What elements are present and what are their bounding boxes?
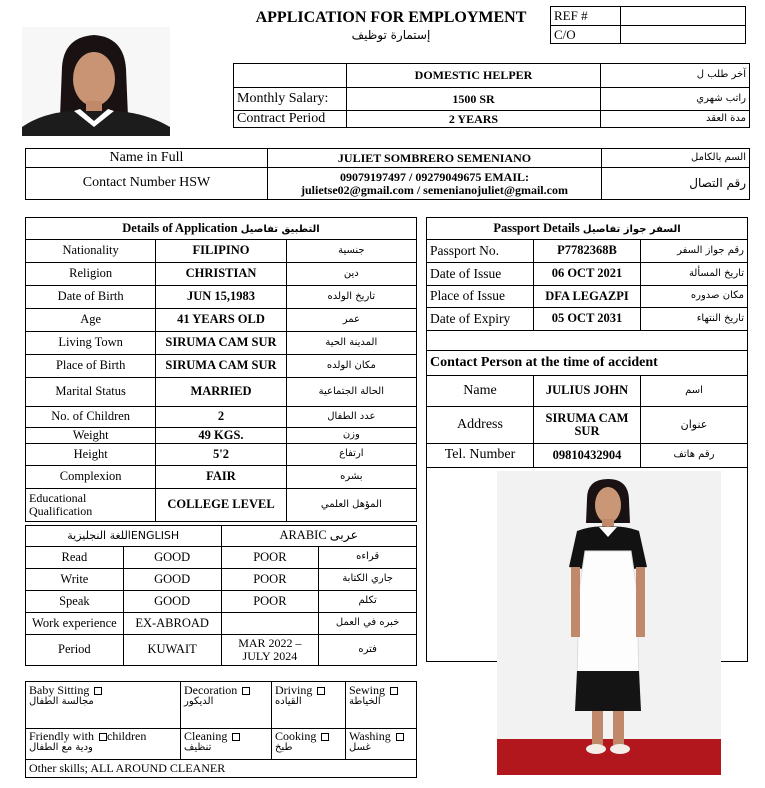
detail-value: SIRUMA CAM SUR	[156, 355, 286, 378]
contact-arabic: رقم التصال	[602, 168, 750, 200]
contact-value	[268, 168, 602, 200]
detail-value: 49 KGS.	[156, 428, 286, 444]
passport-value: P7782368B	[534, 240, 641, 263]
detail-row	[26, 286, 417, 309]
passport-arabic: تاريخ النتهاء	[641, 308, 748, 331]
skill-label-sewing: Sewing	[349, 683, 385, 697]
detail-arabic: عمر	[286, 309, 416, 332]
details-header	[26, 218, 417, 240]
detail-row	[26, 489, 417, 522]
skill-label-baby-sitting: Baby Sitting	[29, 683, 90, 697]
contact-person-value: JULIUS JOHN	[534, 376, 641, 407]
detail-row	[26, 466, 417, 489]
arabic-header: ARABIC عربى	[221, 526, 417, 547]
detail-value: FAIR	[156, 466, 286, 489]
detail-label: Complexion	[26, 466, 156, 489]
english-level: GOOD	[123, 547, 221, 569]
detail-arabic: المؤهل العلمي	[286, 489, 416, 522]
contact-person-arabic: رقم هاتف	[641, 444, 748, 468]
skill-friendly-with-children[interactable]	[26, 729, 181, 760]
detail-row	[26, 378, 417, 407]
contact-person-arabic: اسم	[641, 376, 748, 407]
languages-table	[25, 525, 417, 666]
checkbox-icon[interactable]	[99, 733, 107, 741]
passport-value: 06 OCT 2021	[534, 263, 641, 286]
skill-driving[interactable]	[272, 682, 346, 729]
checkbox-icon[interactable]	[232, 733, 240, 741]
contact-person-label: Tel. Number	[427, 444, 534, 468]
name-label: Name in Full	[26, 149, 268, 168]
salary-value: 1500 SR	[347, 88, 601, 111]
checkbox-icon[interactable]	[242, 687, 250, 695]
skill-arabic-washing: غسل	[349, 741, 371, 753]
skill-arabic-friendly: ودية مع الطفال	[29, 741, 93, 753]
passport-table	[426, 217, 748, 468]
passport-arabic: تاريخ المسألة	[641, 263, 748, 286]
english-level: GOOD	[123, 569, 221, 591]
skill-label-children: children	[107, 729, 147, 743]
passport-label: Passport No.	[427, 240, 534, 263]
name-value: JULIET SOMBRERO SEMENIANO	[268, 149, 602, 168]
passport-value: DFA LEGAZPI	[534, 286, 641, 308]
contact-person-row	[427, 444, 748, 468]
details-header-ar: التطبيق تفاصيل	[240, 223, 320, 235]
job-blank	[234, 64, 347, 88]
detail-label: Marital Status	[26, 378, 156, 407]
identity-table	[25, 148, 750, 200]
passport-header	[427, 218, 748, 240]
detail-value: FILIPINO	[156, 240, 286, 263]
salary-label: Monthly Salary:	[234, 88, 347, 111]
contact-person-row	[427, 376, 748, 407]
detail-row	[26, 263, 417, 286]
detail-arabic: جنسية	[286, 240, 416, 263]
skill-washing[interactable]	[346, 729, 417, 760]
skill-arabic-cooking: طبخ	[275, 741, 293, 753]
form-title: APPLICATION FOR EMPLOYMENT	[255, 9, 527, 26]
detail-label: Educational Qualification	[26, 489, 156, 522]
position-arabic: آخر طلب ل	[601, 64, 750, 88]
detail-arabic: بشره	[286, 466, 416, 489]
job-table	[233, 63, 750, 128]
checkbox-icon[interactable]	[321, 733, 329, 741]
skill-label-driving: Driving	[275, 683, 313, 697]
skill-label-decoration: Decoration	[184, 683, 238, 697]
contract-value: 2 YEARS	[347, 111, 601, 128]
detail-arabic: المدينة الحية	[286, 332, 416, 355]
detail-label: Nationality	[26, 240, 156, 263]
period-dates: MAR 2022 – JULY 2024	[221, 635, 319, 666]
checkbox-icon[interactable]	[317, 687, 325, 695]
skills-table	[25, 681, 417, 778]
skill-arabic-driving: القياده	[275, 695, 302, 707]
passport-label: Date of Issue	[427, 263, 534, 286]
skill-label-cleaning: Cleaning	[184, 729, 228, 743]
passport-label: Date of Expiry	[427, 308, 534, 331]
contact-person-value: 09810432904	[534, 444, 641, 468]
co-value	[621, 26, 746, 44]
experience-value: EX-ABROAD	[123, 613, 221, 635]
language-row	[26, 569, 417, 591]
passport-row	[427, 263, 748, 286]
detail-label: Height	[26, 444, 156, 466]
checkbox-icon[interactable]	[390, 687, 398, 695]
contact-person-label: Name	[427, 376, 534, 407]
skill-arabic-sewing: الخياطة	[349, 695, 381, 707]
contract-arabic: مدة العقد	[601, 111, 750, 128]
contact-person-arabic: عنوان	[641, 407, 748, 444]
skill-cleaning[interactable]	[181, 729, 272, 760]
experience-blank	[221, 613, 319, 635]
skill-label-cooking: Cooking	[275, 729, 317, 743]
experience-row	[26, 613, 417, 635]
details-header-en: Details of Application	[122, 220, 238, 235]
experience-arabic: خبره في العمل	[319, 613, 417, 635]
ref-table	[550, 6, 746, 44]
english-level: GOOD	[123, 591, 221, 613]
contact-person-header: Contact Person at the time of accident	[427, 351, 748, 376]
skill-decoration[interactable]	[181, 682, 272, 729]
arabic-level: POOR	[221, 591, 319, 613]
contact-emails: julietse02@gmail.com / semenianojuliet@gmail.com	[301, 182, 568, 197]
ref-value	[621, 7, 746, 26]
detail-row	[26, 444, 417, 466]
detail-arabic: دين	[286, 263, 416, 286]
skill-baby-sitting[interactable]	[26, 682, 181, 729]
passport-value: 05 OCT 2031	[534, 308, 641, 331]
english-header: اللغة النجليزيةENGLISH	[26, 526, 222, 547]
checkbox-icon[interactable]	[396, 733, 404, 741]
passport-row	[427, 308, 748, 331]
skill-label: Write	[26, 569, 124, 591]
passport-row	[427, 240, 748, 263]
detail-value: COLLEGE LEVEL	[156, 489, 286, 522]
detail-value: SIRUMA CAM SUR	[156, 332, 286, 355]
period-row	[26, 635, 417, 666]
detail-arabic: تاريخ الولده	[286, 286, 416, 309]
period-arabic: فتره	[319, 635, 417, 666]
contact-label: Contact Number HSW	[26, 168, 268, 200]
detail-label: No. of Children	[26, 407, 156, 428]
passport-arabic: مكان صدوره	[641, 286, 748, 308]
detail-row	[26, 309, 417, 332]
detail-label: Weight	[26, 428, 156, 444]
detail-label: Place of Birth	[26, 355, 156, 378]
co-label: C/O	[551, 26, 621, 44]
skill-arabic: تكلم	[319, 591, 417, 613]
detail-row	[26, 332, 417, 355]
skill-arabic-baby-sitting: مجالسة الطفال	[29, 695, 94, 707]
experience-label: Work experience	[26, 613, 124, 635]
detail-value: 41 YEARS OLD	[156, 309, 286, 332]
detail-label: Age	[26, 309, 156, 332]
contact-person-value: SIRUMA CAM SUR	[534, 407, 641, 444]
arabic-level: POOR	[221, 569, 319, 591]
contract-label: Contract Period	[234, 111, 347, 128]
passport-label: Place of Issue	[427, 286, 534, 308]
skill-arabic-cleaning: تنظيف	[184, 741, 212, 753]
period-label: Period	[26, 635, 124, 666]
section-frame-right	[747, 468, 748, 662]
passport-row	[427, 286, 748, 308]
other-skills: Other skills; ALL AROUND CLEANER	[26, 760, 417, 778]
skill-label-friendly: Friendly with	[29, 729, 94, 743]
detail-label: Date of Birth	[26, 286, 156, 309]
period-country: KUWAIT	[123, 635, 221, 666]
passport-header-en: Passport Details	[493, 220, 580, 235]
detail-arabic: وزن	[286, 428, 416, 444]
position-value: DOMESTIC HELPER	[347, 64, 601, 88]
detail-value: JUN 15,1983	[156, 286, 286, 309]
detail-row	[26, 428, 417, 444]
form-title-arabic: إستمارة توظيف	[351, 28, 431, 42]
full-body-photo	[497, 471, 721, 775]
contact-phones: 09079197497 / 09279049675 EMAIL:	[340, 169, 529, 184]
passport-spacer	[427, 331, 748, 351]
skill-arabic-decoration: الديكور	[184, 695, 214, 707]
salary-arabic: راتب شهري	[601, 88, 750, 111]
language-row	[26, 591, 417, 613]
contact-person-label: Address	[427, 407, 534, 444]
detail-arabic: عدد الطفال	[286, 407, 416, 428]
detail-label: Religion	[26, 263, 156, 286]
detail-value: MARRIED	[156, 378, 286, 407]
skill-label-washing: Washing	[349, 729, 391, 743]
detail-label: Living Town	[26, 332, 156, 355]
name-arabic: السم بالكامل	[602, 149, 750, 168]
portrait-photo	[22, 27, 170, 136]
skill-arabic: قراءه	[319, 547, 417, 569]
skill-label: Read	[26, 547, 124, 569]
skill-cooking[interactable]	[272, 729, 346, 760]
detail-arabic: ارتفاع	[286, 444, 416, 466]
detail-row	[26, 240, 417, 263]
skill-sewing[interactable]	[346, 682, 417, 729]
section-frame	[426, 468, 427, 662]
ref-label: REF #	[551, 7, 621, 26]
detail-value: CHRISTIAN	[156, 263, 286, 286]
passport-header-ar: السفر جواز تفاصيل	[582, 223, 681, 235]
skill-label: Speak	[26, 591, 124, 613]
detail-value: 2	[156, 407, 286, 428]
detail-arabic: مكان الولده	[286, 355, 416, 378]
detail-row	[26, 407, 417, 428]
detail-row	[26, 355, 417, 378]
detail-arabic: الحالة الجتماعية	[286, 378, 416, 407]
passport-arabic: رقم جواز السفر	[641, 240, 748, 263]
detail-value: 5'2	[156, 444, 286, 466]
language-row	[26, 547, 417, 569]
arabic-level: POOR	[221, 547, 319, 569]
details-table	[25, 217, 417, 522]
skill-arabic: جاري الكتابة	[319, 569, 417, 591]
checkbox-icon[interactable]	[94, 687, 102, 695]
contact-person-row	[427, 407, 748, 444]
